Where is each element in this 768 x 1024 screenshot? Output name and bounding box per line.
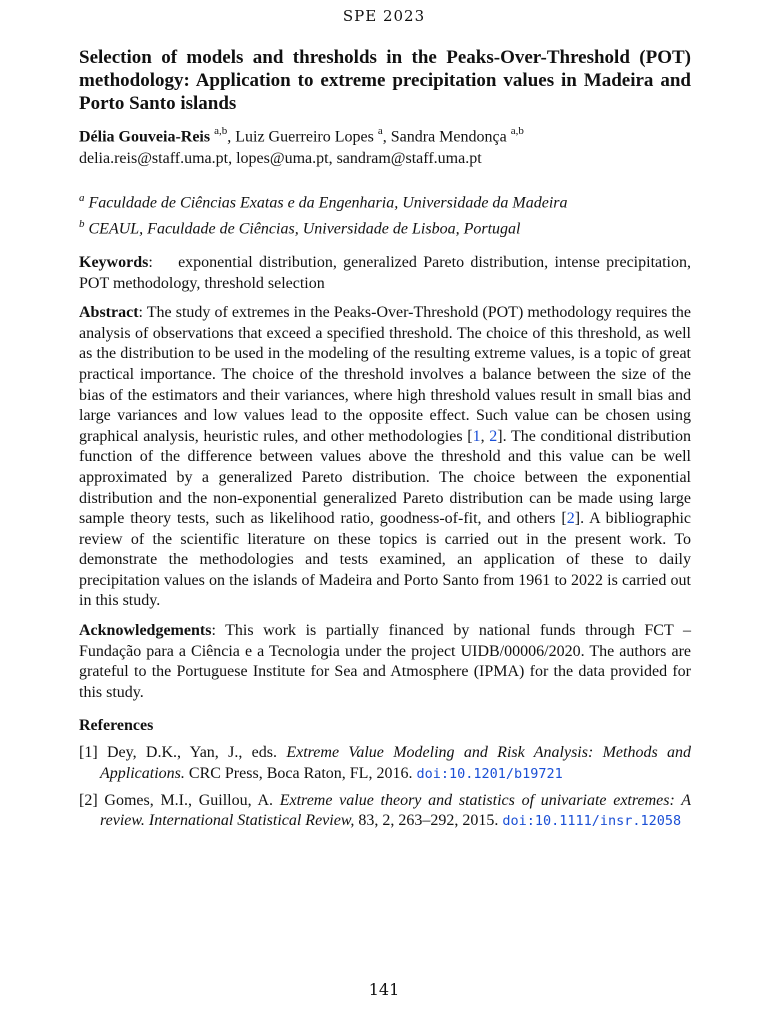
acknowledgements-section: Acknowledgements: This work is partially financed by national funds through FCT – Fundação para a Ciência e a Tecnologia under the project UIDB/00006/2020. The authors are grateful to the Portuguese Institute for Sea and Atmosphere (IPMA) for the data provided for this study. [79,622,692,701]
keywords-text: exponential distribution, generalized Pareto distribution, intense precipitation, POT methodology, threshold selection [79,253,692,292]
acknowledgements-label: Acknowledgements [79,622,212,640]
author-affil-mark: a,b [510,125,524,137]
reference-item [79,791,691,832]
abstract-text: ]. A bibliographic review of the scientific literature on these topics is carried out in the present work. To demonstrate the methodologies and tests examined, an application of these to daily precipitation values on the islands of Madeira and Porto Santo from 1961 to 2022 is carried out in this study. [79,510,691,610]
affiliation [79,188,691,213]
author-name: Délia Gouveia-Reis [79,128,211,146]
affiliation [79,214,691,239]
author-affil-mark: a [377,125,383,137]
author-affil-mark: a,b [214,125,228,137]
doi-link[interactable]: doi:10.1201/b19721 [416,766,563,783]
abstract-text: ]. The conditional distribution function of the difference between values above the threshold and this value can be well approximated by a generalized Pareto distribution. The choice between the exponential distribution and the non-exponential generalized Pareto distribution can be made using large sample theory tests, such as likelihood ratio, goodness-of-fit, and others [ [79,427,691,528]
abstract-section: Abstract: The study of extremes in the Peaks-Over-Threshold (POT) methodology requires the analysis of observations that exceed a specified threshold. The choice of this threshold, as well as the distribution to be used in the modeling of the resulting extreme values, is a topic of great practical importance. The choice of the threshold involves a balance between the size of the bias of the estimators and their variances, where high threshold values result in small bias and large variances and low values lead to the opposite effect. Such value can be chosen using graphical analysis, heuristic rules, and other methodologies [1, 2]. The conditional distribution function of the difference between values above the threshold and this value can be well approximated by a generalized Pareto distribution. The choice between the exponential distribution and the non-exponential generalized Pareto distribution can be made using large sample theory tests, such as likelihood ratio, goodness-of-fit, and others [2]. A bibliographic review of the scientific literature on these topics is carried out in the present work. To demonstrate the methodologies and tests examined, an application of these to daily precipitation values on the islands of Madeira and Porto Santo from 1961 to 2022 is carried out in this study. [79,304,692,610]
author-name: Luiz Guerreiro Lopes [235,128,374,146]
acknowledgements-text: This work is partially financed by national funds through FCT – Fundação para a Ciência e a Tecnologia under the project UIDB/00006/2020. The authors are grateful to the Portuguese Institute for Sea and Atmosphere (IPMA) for the data provided for this study. [79,622,692,701]
references-heading: References [79,717,154,735]
keywords-label: Keywords [79,253,149,271]
affiliation-mark: a [79,192,85,205]
reference-number: [2] [79,791,98,809]
reference-title: Extreme value theory and statistics of univariate extremes: A review. International Statistical Review, [100,791,692,830]
affiliation-text: CEAUL, Faculdade de Ciências, Universidade de Lisboa, Portugal [88,219,521,237]
citation-separator: , [480,427,490,445]
affiliations [79,188,691,239]
paper-content [79,46,691,838]
reference-publication: CRC Press, Boca Raton, FL, 2016. [188,765,413,783]
keywords-section: Keywords: exponential distribution, generalized Pareto distribution, intense precipitation, POT methodology, threshold selection [79,253,692,292]
paper-title: Selection of models and thresholds in the Peaks-Over-Threshold (POT) methodology: Application to extreme precipitation values in Madeira and Porto Santo islands [79,47,691,114]
reference-authors: Dey, D.K., Yan, J., eds. [106,744,277,762]
abstract-label: Abstract [79,304,139,322]
affiliation-text: Faculdade de Ciências Exatas e da Engenharia, Universidade da Madeira [88,194,568,212]
abstract-text: The study of extremes in the Peaks-Over-Threshold (POT) methodology requires the analysis of observations that exceed a specified threshold. The choice of this threshold, as well as the distribution to be used in the modeling of the resulting extreme values, is a topic of great practical importance. The choice of the threshold involves a balance between the size of the bias of the estimators and their variances, where high threshold values result in small bias and large variances and low values lead to the opposite effect. Such value can be chosen using graphical analysis, heuristic rules, and other methodologies [ [79,304,692,445]
doi-link[interactable]: doi:10.1111/insr.12058 [502,813,682,830]
page-number: 141 [368,980,400,999]
reference-item [79,743,691,784]
running-header: SPE 2023 [342,7,426,25]
author-list: Délia Gouveia-Reis $^{a,b}$, Luiz Guerreiro Lopes $^a$, Sandra Mendonça $^{a,b}$ [79,125,524,146]
citation-link[interactable]: 1 [472,427,481,445]
citation-link[interactable]: 2 [566,510,575,528]
author-name: Sandra Mendonça [390,128,507,146]
reference-publication: 83, 2, 263–292, 2015. [358,812,499,830]
reference-number: [1] [79,744,98,762]
reference-authors: Gomes, M.I., Guillou, A. [104,791,273,809]
reference-title: Extreme Value Modeling and Risk Analysis: Methods and Applications. [100,744,692,783]
citation-link[interactable]: 2 [489,427,498,445]
author-emails: delia.reis@staff.uma.pt, lopes@uma.pt, sandram@staff.uma.pt [79,150,482,168]
affiliation-mark: b [79,217,85,230]
